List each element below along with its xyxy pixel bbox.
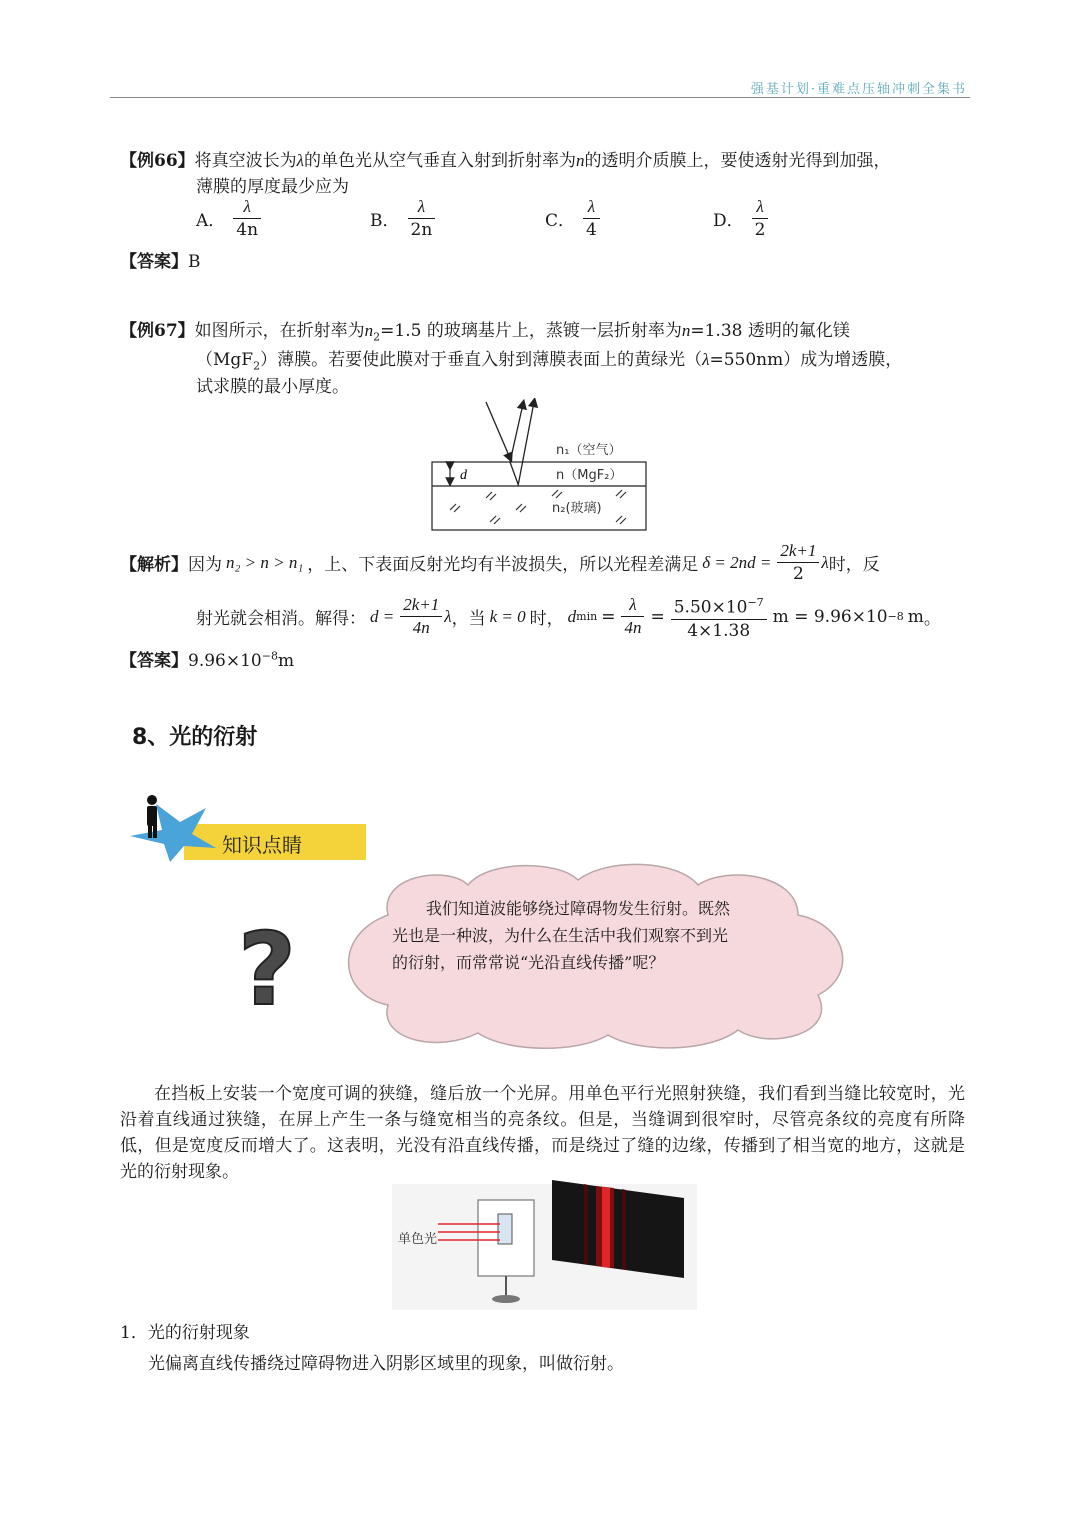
monochromatic-light-label: 单色光 <box>398 1232 438 1247</box>
diffraction-paragraph: 在挡板上安装一个宽度可调的狭缝，缝后放一个光屏。用单色平行光照射狭缝，我们看到当缝比较宽时，光沿着直线通过狭缝，在屏上产生一条与缝宽相当的亮条纹。但是，当缝调到很窄时，尽管亮条纹的亮度有所降低，但是宽度反而增大了。这表明，光没有沿直线传播，而是绕过了缝的边缘，传播到了相当宽的地方，这就是光的衍射现象。 <box>120 1084 965 1182</box>
subsection-body: 光偏离直线传播绕过障碍物进入阴影区域里的现象，叫做衍射。 <box>148 1354 624 1374</box>
question-mark-icon <box>228 918 302 1012</box>
option-a: A． $\frac{\lambda}{4n}$ <box>196 196 263 241</box>
example-66-line-2: 薄膜的厚度最少应为 <box>196 177 349 197</box>
running-header: 强基计划·重难点压轴冲刺全集书 <box>750 82 967 97</box>
example-67-line-3: 试求膜的最小厚度。 <box>196 377 349 397</box>
svg-text:?: ? <box>238 918 297 1012</box>
example-67-line-2: （MgF$_2$）薄膜。若要使此膜对于垂直入射到薄膜表面上的黄绿光（λ=550nm）成为增透膜， <box>196 350 903 373</box>
cloud-question-text: 我们知道波能够绕过障碍物发生衍射。既然光也是一种波，为什么在生活中我们观察不到光的衍射，而常常说“光沿直线传播”呢？ <box>392 899 731 972</box>
header-divider <box>110 97 970 98</box>
thin-film-diagram <box>430 398 650 534</box>
option-b: B． $\frac{\lambda}{2n}$ <box>370 196 437 241</box>
section-title: 8、光的衍射 <box>132 725 258 750</box>
person-icon <box>147 795 157 838</box>
diffraction-pattern <box>552 1180 684 1278</box>
analysis-line-1: 【解析】 因为 n₂ > n > n₁ ，上、下表面反射光均有半波损失，所以光程差满足 δ = 2nd = $\frac{2k+1}{2}$ λ 时，反 <box>120 541 880 584</box>
example-67-tag: 【例67】 <box>120 321 195 341</box>
example-66-answer: 【答案】B <box>120 252 201 272</box>
example-66-line-1: 【例66】将真空波长为λ的单色光从空气垂直入射到折射率为n的透明介质膜上，要使透射光得到加强， <box>120 151 891 171</box>
glass-label: n₂(玻璃) <box>552 501 602 516</box>
air-label: n₁（空气） <box>556 443 622 458</box>
example-67-answer: 【答案】$9.96\times 10^{-8}m$ <box>120 649 295 671</box>
example-67-line-1: 【例67】如图所示，在折射率为$n_2=1.5$ 的玻璃基片上，蒸镀一层折射率为n=1.38 透明的氟化镁 <box>120 321 850 344</box>
example-66-tag: 【例66】 <box>120 151 195 171</box>
film-label: n（MgF₂） <box>556 468 623 483</box>
analysis-line-2: 射光就会相消。解得： d = $\frac{2k+1}{4n}$ λ ，当 k = 0 时， d min = $\frac{\lambda}{4n}$ = $\frac{5.50\times 10^{-7}}{4\times 1.38}$ m = 9.96×10 −8 m 。 <box>196 592 941 642</box>
subsection-title: 1．光的衍射现象 <box>120 1323 250 1343</box>
thickness-label: d <box>460 468 467 483</box>
option-c: C． $\frac{\lambda}{4}$ <box>545 196 602 241</box>
option-d: D． $\frac{\lambda}{2}$ <box>713 196 770 241</box>
banner-label: 知识点睛 <box>222 833 302 857</box>
